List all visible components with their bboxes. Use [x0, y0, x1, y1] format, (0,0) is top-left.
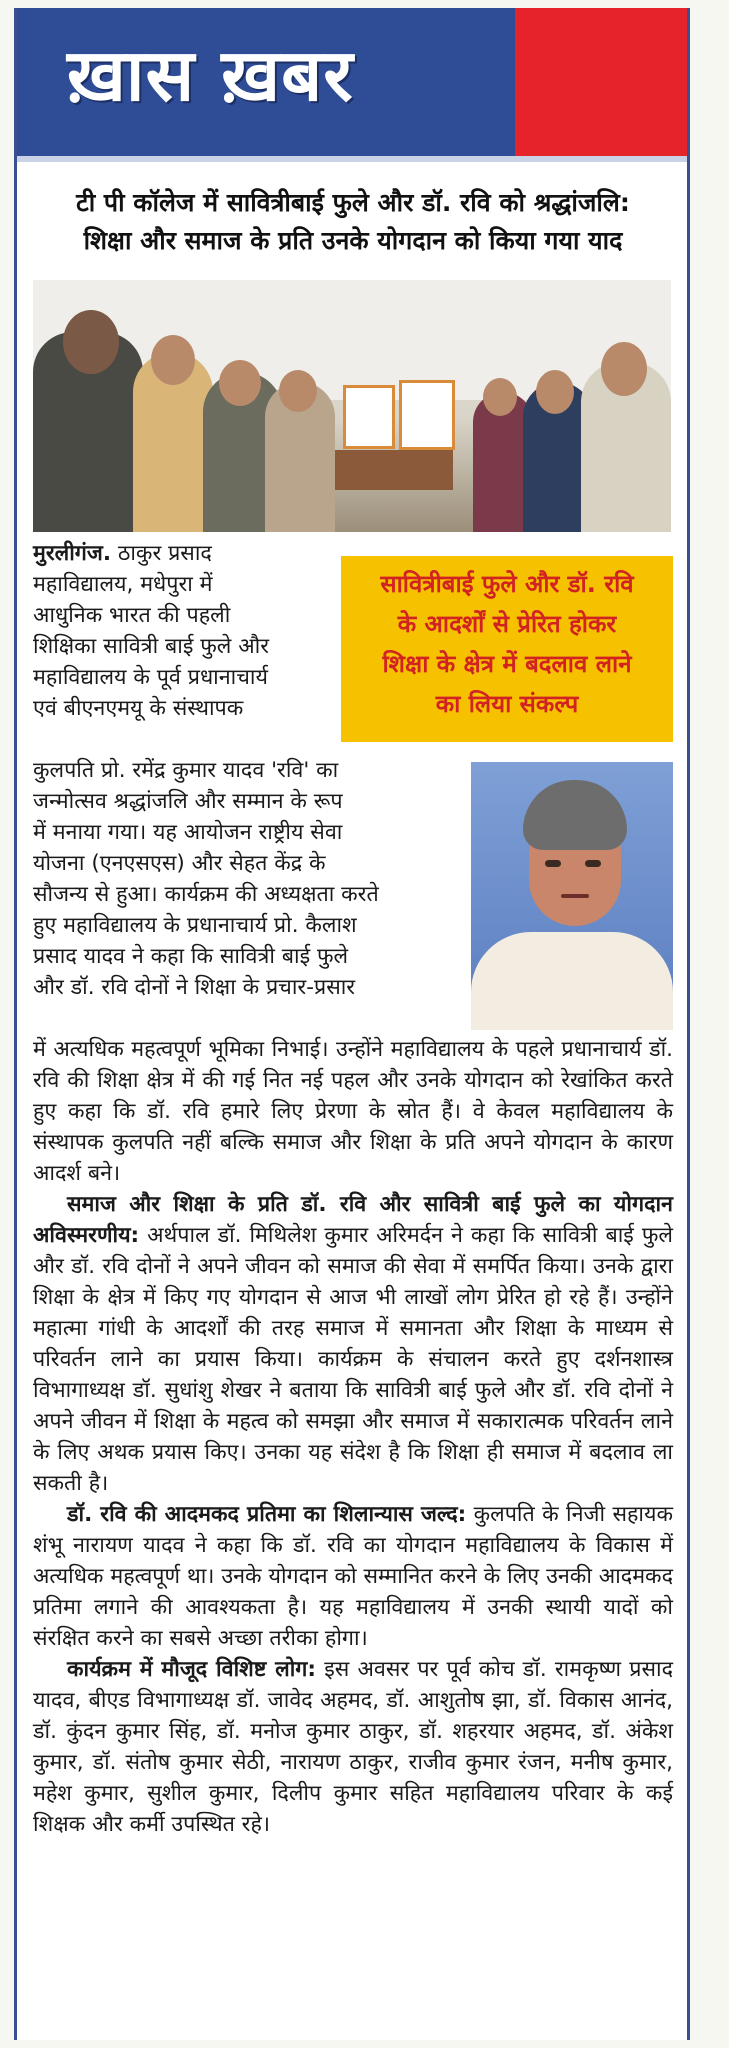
headline-line-1: टी पी कॉलेज में सावित्रीबाई फुले और डॉ. रवि को श्रद्धांजलि:	[76, 188, 630, 217]
pull-quote-line: सावित्रीबाई फुले और डॉ. रवि	[380, 570, 634, 598]
article-line: एवं बीएनएमयू के संस्थापक	[33, 696, 244, 721]
headline	[35, 184, 671, 260]
paragraph-text: अर्थपाल डॉ. मिथिलेश कुमार अरिमर्दन ने कहा कि सावित्री बाई फुले और डॉ. रवि दोनों ने अपने जीवन को समाज की सेवा में समर्पित किया। उनके द्वारा शिक्षा के क्षेत्र में किए गए योगदान से आज भी लाखों लोग प्रेरित हो रहे हैं। उन्होंने महात्मा गांधी के आदर्शों की तरह समाज में समानता और शिक्षा के माध्यम से परिवर्तन लाने का प्रयास किया। कार्यक्रम के संचालन करते हुए दर्शनशास्त्र विभागाध्यक्ष डॉ. सुधांशु शेखर ने बताया कि सावित्री बाई फुले और डॉ. रवि दोनों ने अपने जीवन में शिक्षा के महत्व को समझा और समाज में सकारात्मक परिवर्तन लाने के लिए अथक प्रयास किए। उनका यह संदेश है कि शिक्षा ही समाज में बदलाव ला सकती है।	[33, 1223, 673, 1496]
article-intro-left	[33, 538, 333, 724]
headline-line-2: शिक्षा और समाज के प्रति उनके योगदान को किया गया याद	[83, 226, 623, 255]
article-paragraph	[33, 1189, 673, 1499]
pull-quote-line: शिक्षा के क्षेत्र में बदलाव लाने	[382, 650, 632, 678]
portrait-photo	[471, 762, 673, 1030]
article-line: आधुनिक भारत की पहली	[33, 603, 231, 628]
event-photo	[33, 280, 671, 532]
pull-quote	[341, 556, 673, 742]
subhead: समाज और शिक्षा के प्रति डॉ. रवि और सावित्री बाई फुले का योगदान अविस्मरणीय:	[33, 1192, 673, 1248]
article-paragraph	[33, 1654, 673, 1840]
article-line: में मनाया गया। यह आयोजन राष्ट्रीय सेवा	[33, 820, 343, 845]
banner-divider	[17, 156, 687, 162]
article-line: और डॉ. रवि दोनों ने शिक्षा के प्रचार-प्रसार	[33, 975, 356, 1000]
article-intro-mid	[33, 755, 463, 1003]
subhead: डॉ. रवि की आदमकद प्रतिमा का शिलान्यास जल्द:	[67, 1502, 467, 1527]
pull-quote-line: का लिया संकल्प	[435, 690, 579, 718]
subhead: कार्यक्रम में मौजूद विशिष्ट लोग:	[67, 1657, 316, 1682]
article-line: सौजन्य से हुआ। कार्यक्रम की अध्यक्षता करते	[33, 882, 379, 907]
newspaper-clipping	[14, 8, 690, 2040]
article-line: जन्मोत्सव श्रद्धांजलि और सम्मान के रूप	[33, 789, 343, 814]
article-line: योजना (एनएसएस) और सेहत केंद्र के	[33, 851, 326, 876]
banner-red-block	[515, 8, 687, 156]
paragraph-text: इस अवसर पर पूर्व कोच डॉ. रामकृष्ण प्रसाद यादव, बीएड विभागाध्यक्ष डॉ. जावेद अहमद, डॉ. आशुतोष झा, डॉ. विकास आनंद, डॉ. कुंदन कुमार सिंह, डॉ. मनोज कुमार ठाकुर, डॉ. शहरयार अहमद, डॉ. अंकेश कुमार, डॉ. संतोष कुमार सेठी, नारायण ठाकुर, राजीव कुमार रंजन, मनीष कुमार, महेश कुमार, सुशील कुमार, दिलीप कुमार सहित महाविद्यालय परिवार के कई शिक्षक और कर्मी उपस्थित रहे।	[33, 1657, 673, 1837]
article-line: ठाकुर प्रसाद	[117, 541, 212, 566]
article-body	[33, 1034, 673, 1840]
banner-title: ख़ास ख़बर	[67, 33, 354, 117]
section-banner	[17, 8, 687, 156]
article-line: महाविद्यालय, मधेपुरा में	[33, 572, 213, 597]
paragraph-text: कुलपति के निजी सहायक शंभू नारायण यादव ने कहा कि डॉ. रवि का योगदान महाविद्यालय के विकास में अत्यधिक महत्वपूर्ण था। उनके योगदान को सम्मानित करने के लिए उनकी आदमकद प्रतिमा लगाने की आवश्यकता है। यह महाविद्यालय में उनकी स्थायी यादों को संरक्षित करने का सबसे अच्छा तरीका होगा।	[33, 1502, 673, 1651]
article-paragraph	[33, 1499, 673, 1654]
article-line: महाविद्यालय के पूर्व प्रधानाचार्य	[33, 665, 268, 690]
article-line: शिक्षिका सावित्री बाई फुले और	[33, 634, 269, 659]
article-paragraph: में अत्यधिक महत्वपूर्ण भूमिका निभाई। उन्होंने महाविद्यालय के पहले प्रधानाचार्य डॉ. रवि की शिक्षा क्षेत्र में की गई नित नई पहल और उनके योगदान को रेखांकित करते हुए कहा कि डॉ. रवि हमारे लिए प्रेरणा के स्रोत हैं। वे केवल महाविद्यालय के संस्थापक कुलपति नहीं बल्कि समाज और शिक्षा के प्रति अपने योगदान के कारण आदर्श बने।	[33, 1037, 673, 1186]
article-line: प्रसाद यादव ने कहा कि सावित्री बाई फुले	[33, 944, 349, 969]
article-line: हुए महाविद्यालय के प्रधानाचार्य प्रो. कैलाश	[33, 913, 357, 938]
dateline: मुरलीगंज.	[33, 541, 112, 566]
pull-quote-line: के आदर्शों से प्रेरित होकर	[397, 610, 617, 638]
article-line: कुलपति प्रो. रमेंद्र कुमार यादव 'रवि' का	[33, 758, 339, 783]
